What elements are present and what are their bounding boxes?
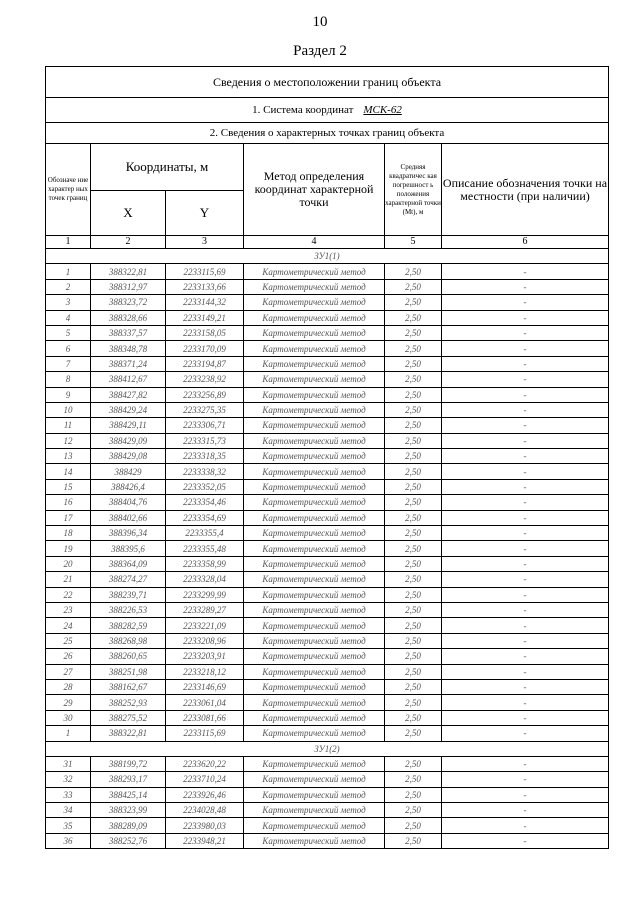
cell-y: 2233238,92 <box>166 372 244 387</box>
cell-point: 35 <box>46 818 91 833</box>
cell-point: 5 <box>46 325 91 340</box>
cell-x: 388404,76 <box>91 495 166 510</box>
cell-method: Картометрический метод <box>244 695 385 710</box>
cell-method: Картометрический метод <box>244 726 385 741</box>
table-header <box>46 67 609 249</box>
table-row <box>46 556 609 571</box>
cell-desc: - <box>442 803 609 818</box>
cell-rms: 2,50 <box>385 556 442 571</box>
table-row <box>46 464 609 479</box>
cell-method: Картометрический метод <box>244 372 385 387</box>
points-title: 2. Сведения о характерных точках границ объекта <box>46 123 609 144</box>
cell-rms: 2,50 <box>385 479 442 494</box>
cell-point: 10 <box>46 402 91 417</box>
table-row <box>46 772 609 787</box>
cell-desc: - <box>442 772 609 787</box>
cell-rms: 2,50 <box>385 433 442 448</box>
cell-desc: - <box>442 602 609 617</box>
cell-x: 388268,98 <box>91 633 166 648</box>
cell-rms: 2,50 <box>385 787 442 802</box>
cell-x: 388348,78 <box>91 341 166 356</box>
cell-y: 2233289,27 <box>166 602 244 617</box>
table-row <box>46 433 609 448</box>
table-row <box>46 510 609 525</box>
cell-point: 19 <box>46 541 91 556</box>
cell-method: Картометрический метод <box>244 587 385 602</box>
cell-desc: - <box>442 587 609 602</box>
table-row <box>46 572 609 587</box>
coord-system-label: 1. Система координат <box>252 104 354 116</box>
cell-y: 2233221,09 <box>166 618 244 633</box>
cell-x: 388252,93 <box>91 695 166 710</box>
cell-desc: - <box>442 756 609 771</box>
cell-y: 2233115,69 <box>166 264 244 279</box>
cell-point: 22 <box>46 587 91 602</box>
cell-x: 388289,09 <box>91 818 166 833</box>
col-number: 1 <box>46 236 91 249</box>
cell-y: 2233208,96 <box>166 633 244 648</box>
cell-rms: 2,50 <box>385 464 442 479</box>
cell-x: 388337,57 <box>91 325 166 340</box>
group-row <box>46 249 609 264</box>
cell-rms: 2,50 <box>385 526 442 541</box>
cell-point: 1 <box>46 264 91 279</box>
cell-y: 2233355,4 <box>166 526 244 541</box>
cell-x: 388323,99 <box>91 803 166 818</box>
cell-desc: - <box>442 279 609 294</box>
cell-point: 21 <box>46 572 91 587</box>
table-row <box>46 679 609 694</box>
cell-x: 388429 <box>91 464 166 479</box>
cell-desc: - <box>442 510 609 525</box>
cell-x: 388429,08 <box>91 449 166 464</box>
cell-method: Картометрический метод <box>244 664 385 679</box>
cell-method: Картометрический метод <box>244 618 385 633</box>
cell-y: 2233256,89 <box>166 387 244 402</box>
cell-x: 388260,65 <box>91 649 166 664</box>
cell-rms: 2,50 <box>385 325 442 340</box>
cell-method: Картометрический метод <box>244 710 385 725</box>
cell-method: Картометрический метод <box>244 526 385 541</box>
cell-rms: 2,50 <box>385 541 442 556</box>
cell-point: 31 <box>46 756 91 771</box>
cell-desc: - <box>442 556 609 571</box>
cell-rms: 2,50 <box>385 833 442 848</box>
cell-point: 16 <box>46 495 91 510</box>
cell-point: 26 <box>46 649 91 664</box>
cell-method: Картометрический метод <box>244 325 385 340</box>
cell-method: Картометрический метод <box>244 264 385 279</box>
cell-point: 9 <box>46 387 91 402</box>
cell-method: Картометрический метод <box>244 510 385 525</box>
cell-method: Картометрический метод <box>244 433 385 448</box>
table-row <box>46 541 609 556</box>
table-row <box>46 803 609 818</box>
cell-desc: - <box>442 633 609 648</box>
cell-method: Картометрический метод <box>244 279 385 294</box>
cell-x: 388396,34 <box>91 526 166 541</box>
cell-desc: - <box>442 679 609 694</box>
cell-desc: - <box>442 325 609 340</box>
cell-x: 388429,09 <box>91 433 166 448</box>
table-row <box>46 602 609 617</box>
cell-rms: 2,50 <box>385 295 442 310</box>
table-row <box>46 649 609 664</box>
cell-y: 2233115,69 <box>166 726 244 741</box>
cell-method: Картометрический метод <box>244 387 385 402</box>
cell-x: 388293,17 <box>91 772 166 787</box>
cell-rms: 2,50 <box>385 510 442 525</box>
cell-y: 2233948,21 <box>166 833 244 848</box>
cell-x: 388239,71 <box>91 587 166 602</box>
table-row <box>46 310 609 325</box>
table-row <box>46 833 609 848</box>
table-row <box>46 402 609 417</box>
cell-x: 388364,09 <box>91 556 166 571</box>
table-row <box>46 341 609 356</box>
cell-y: 2233144,32 <box>166 295 244 310</box>
cell-point: 33 <box>46 787 91 802</box>
cell-x: 388429,24 <box>91 402 166 417</box>
cell-x: 388162,67 <box>91 679 166 694</box>
cell-method: Картометрический метод <box>244 556 385 571</box>
table-row <box>46 418 609 433</box>
cell-rms: 2,50 <box>385 402 442 417</box>
group-label: ЗУ1(2) <box>46 741 609 756</box>
cell-y: 2233710,24 <box>166 772 244 787</box>
cell-desc: - <box>442 387 609 402</box>
cell-y: 2233318,35 <box>166 449 244 464</box>
cell-point: 3 <box>46 295 91 310</box>
cell-y: 2233352,05 <box>166 479 244 494</box>
cell-desc: - <box>442 464 609 479</box>
cell-method: Картометрический метод <box>244 464 385 479</box>
cell-point: 25 <box>46 633 91 648</box>
group-row <box>46 741 609 756</box>
cell-point: 23 <box>46 602 91 617</box>
cell-x: 388252,76 <box>91 833 166 848</box>
cell-y: 2233061,04 <box>166 695 244 710</box>
cell-rms: 2,50 <box>385 572 442 587</box>
cell-method: Картометрический метод <box>244 818 385 833</box>
col-number: 6 <box>442 236 609 249</box>
cell-point: 27 <box>46 664 91 679</box>
table-row <box>46 295 609 310</box>
cell-x: 388282,59 <box>91 618 166 633</box>
cell-rms: 2,50 <box>385 587 442 602</box>
table-row <box>46 387 609 402</box>
cell-point: 32 <box>46 772 91 787</box>
cell-rms: 2,50 <box>385 679 442 694</box>
cell-y: 2233275,35 <box>166 402 244 417</box>
cell-desc: - <box>442 710 609 725</box>
cell-point: 14 <box>46 464 91 479</box>
cell-point: 34 <box>46 803 91 818</box>
table-row <box>46 618 609 633</box>
cell-x: 388426,4 <box>91 479 166 494</box>
cell-desc: - <box>442 833 609 848</box>
cell-y: 2233328,04 <box>166 572 244 587</box>
cell-y: 2233620,22 <box>166 756 244 771</box>
cell-point: 17 <box>46 510 91 525</box>
col-number: 5 <box>385 236 442 249</box>
cell-x: 388275,52 <box>91 710 166 725</box>
cell-rms: 2,50 <box>385 372 442 387</box>
cell-x: 388395,6 <box>91 541 166 556</box>
cell-x: 388251,98 <box>91 664 166 679</box>
cell-point: 29 <box>46 695 91 710</box>
table-row <box>46 726 609 741</box>
cell-desc: - <box>442 818 609 833</box>
cell-y: 2233354,46 <box>166 495 244 510</box>
cell-point: 20 <box>46 556 91 571</box>
cell-point: 24 <box>46 618 91 633</box>
cell-point: 8 <box>46 372 91 387</box>
cell-rms: 2,50 <box>385 710 442 725</box>
cell-method: Картометрический метод <box>244 649 385 664</box>
cell-rms: 2,50 <box>385 310 442 325</box>
page-number: 10 <box>312 14 328 30</box>
cell-point: 28 <box>46 679 91 694</box>
col-number: 3 <box>166 236 244 249</box>
header-coords: Координаты, м <box>91 144 244 191</box>
table-row <box>46 356 609 371</box>
cell-rms: 2,50 <box>385 649 442 664</box>
cell-y: 2233926,46 <box>166 787 244 802</box>
cell-rms: 2,50 <box>385 495 442 510</box>
cell-desc: - <box>442 295 609 310</box>
cell-method: Картометрический метод <box>244 572 385 587</box>
table-row <box>46 787 609 802</box>
cell-desc: - <box>442 664 609 679</box>
cell-method: Картометрический метод <box>244 295 385 310</box>
cell-method: Картометрический метод <box>244 833 385 848</box>
cell-rms: 2,50 <box>385 633 442 648</box>
cell-rms: 2,50 <box>385 279 442 294</box>
cell-method: Картометрический метод <box>244 633 385 648</box>
cell-method: Картометрический метод <box>244 449 385 464</box>
cell-method: Картометрический метод <box>244 495 385 510</box>
cell-rms: 2,50 <box>385 356 442 371</box>
cell-desc: - <box>442 310 609 325</box>
cell-y: 2233355,48 <box>166 541 244 556</box>
table-body <box>46 249 609 849</box>
cell-x: 388371,24 <box>91 356 166 371</box>
table-row <box>46 479 609 494</box>
section-title: Раздел 2 <box>293 43 347 59</box>
boundary-table <box>45 66 609 849</box>
cell-desc: - <box>442 695 609 710</box>
table-row <box>46 526 609 541</box>
cell-desc: - <box>442 618 609 633</box>
cell-x: 388274,27 <box>91 572 166 587</box>
header-point: Обозначе ние характер ных точек границ <box>46 144 91 236</box>
cell-method: Картометрический метод <box>244 679 385 694</box>
cell-x: 388429,11 <box>91 418 166 433</box>
cell-point: 36 <box>46 833 91 848</box>
cell-desc: - <box>442 479 609 494</box>
cell-rms: 2,50 <box>385 803 442 818</box>
cell-y: 2233358,99 <box>166 556 244 571</box>
cell-method: Картометрический метод <box>244 310 385 325</box>
cell-y: 2233980,03 <box>166 818 244 833</box>
cell-rms: 2,50 <box>385 387 442 402</box>
cell-desc: - <box>442 726 609 741</box>
header-desc: Описание обозначения точки на местности (при наличии) <box>442 144 609 236</box>
cell-rms: 2,50 <box>385 756 442 771</box>
cell-y: 2233158,05 <box>166 325 244 340</box>
cell-rms: 2,50 <box>385 418 442 433</box>
cell-y: 2233081,66 <box>166 710 244 725</box>
cell-rms: 2,50 <box>385 618 442 633</box>
cell-point: 12 <box>46 433 91 448</box>
cell-y: 2233170,09 <box>166 341 244 356</box>
cell-method: Картометрический метод <box>244 402 385 417</box>
header-method: Метод определения координат характерной точки <box>244 144 385 236</box>
cell-desc: - <box>442 433 609 448</box>
cell-x: 388425,14 <box>91 787 166 802</box>
table-row <box>46 664 609 679</box>
cell-point: 2 <box>46 279 91 294</box>
table-row <box>46 633 609 648</box>
coord-system-row <box>46 98 609 123</box>
cell-rms: 2,50 <box>385 449 442 464</box>
cell-x: 388412,67 <box>91 372 166 387</box>
cell-desc: - <box>442 402 609 417</box>
table-row <box>46 279 609 294</box>
col-number: 4 <box>244 236 385 249</box>
cell-x: 388322,81 <box>91 264 166 279</box>
table-title: Сведения о местоположении границ объекта <box>46 67 609 98</box>
cell-desc: - <box>442 372 609 387</box>
cell-point: 15 <box>46 479 91 494</box>
cell-y: 2233218,12 <box>166 664 244 679</box>
cell-desc: - <box>442 649 609 664</box>
cell-method: Картометрический метод <box>244 541 385 556</box>
cell-x: 388427,82 <box>91 387 166 402</box>
cell-y: 2234028,48 <box>166 803 244 818</box>
cell-method: Картометрический метод <box>244 602 385 617</box>
cell-method: Картометрический метод <box>244 772 385 787</box>
cell-point: 7 <box>46 356 91 371</box>
cell-desc: - <box>442 572 609 587</box>
cell-x: 388402,66 <box>91 510 166 525</box>
group-label: ЗУ1(1) <box>46 249 609 264</box>
cell-desc: - <box>442 541 609 556</box>
table-row <box>46 710 609 725</box>
cell-y: 2233338,32 <box>166 464 244 479</box>
cell-desc: - <box>442 418 609 433</box>
cell-rms: 2,50 <box>385 602 442 617</box>
table-row <box>46 264 609 279</box>
cell-desc: - <box>442 449 609 464</box>
cell-method: Картометрический метод <box>244 756 385 771</box>
cell-point: 6 <box>46 341 91 356</box>
cell-x: 388226,53 <box>91 602 166 617</box>
cell-point: 30 <box>46 710 91 725</box>
cell-method: Картометрический метод <box>244 418 385 433</box>
cell-method: Картометрический метод <box>244 803 385 818</box>
cell-rms: 2,50 <box>385 664 442 679</box>
cell-point: 1 <box>46 726 91 741</box>
cell-method: Картометрический метод <box>244 356 385 371</box>
table-row <box>46 495 609 510</box>
table-row <box>46 449 609 464</box>
cell-x: 388323,72 <box>91 295 166 310</box>
cell-x: 388312,97 <box>91 279 166 294</box>
coord-system-value: МСК-62 <box>363 104 402 116</box>
header-rms: Средняя квадратичес кая погрешност ь положения характерной точки (Mt), м <box>385 144 442 236</box>
table-row <box>46 587 609 602</box>
cell-point: 13 <box>46 449 91 464</box>
table-row <box>46 695 609 710</box>
cell-rms: 2,50 <box>385 726 442 741</box>
cell-rms: 2,50 <box>385 772 442 787</box>
cell-x: 388328,66 <box>91 310 166 325</box>
cell-x: 388199,72 <box>91 756 166 771</box>
table-row <box>46 372 609 387</box>
cell-rms: 2,50 <box>385 341 442 356</box>
header-x: X <box>91 191 166 236</box>
cell-desc: - <box>442 526 609 541</box>
cell-y: 2233149,21 <box>166 310 244 325</box>
cell-desc: - <box>442 787 609 802</box>
cell-rms: 2,50 <box>385 264 442 279</box>
header-y: Y <box>166 191 244 236</box>
cell-y: 2233299,99 <box>166 587 244 602</box>
cell-y: 2233146,69 <box>166 679 244 694</box>
table-row <box>46 756 609 771</box>
table-row <box>46 325 609 340</box>
cell-desc: - <box>442 356 609 371</box>
cell-method: Картометрический метод <box>244 479 385 494</box>
cell-rms: 2,50 <box>385 818 442 833</box>
cell-point: 4 <box>46 310 91 325</box>
cell-method: Картометрический метод <box>244 341 385 356</box>
cell-rms: 2,50 <box>385 695 442 710</box>
cell-x: 388322,81 <box>91 726 166 741</box>
cell-y: 2233306,71 <box>166 418 244 433</box>
col-number: 2 <box>91 236 166 249</box>
cell-y: 2233133,66 <box>166 279 244 294</box>
cell-y: 2233194,87 <box>166 356 244 371</box>
cell-point: 11 <box>46 418 91 433</box>
cell-point: 18 <box>46 526 91 541</box>
table-row <box>46 818 609 833</box>
cell-desc: - <box>442 264 609 279</box>
cell-method: Картометрический метод <box>244 787 385 802</box>
cell-desc: - <box>442 341 609 356</box>
cell-y: 2233203,91 <box>166 649 244 664</box>
cell-y: 2233315,73 <box>166 433 244 448</box>
cell-y: 2233354,69 <box>166 510 244 525</box>
cell-desc: - <box>442 495 609 510</box>
